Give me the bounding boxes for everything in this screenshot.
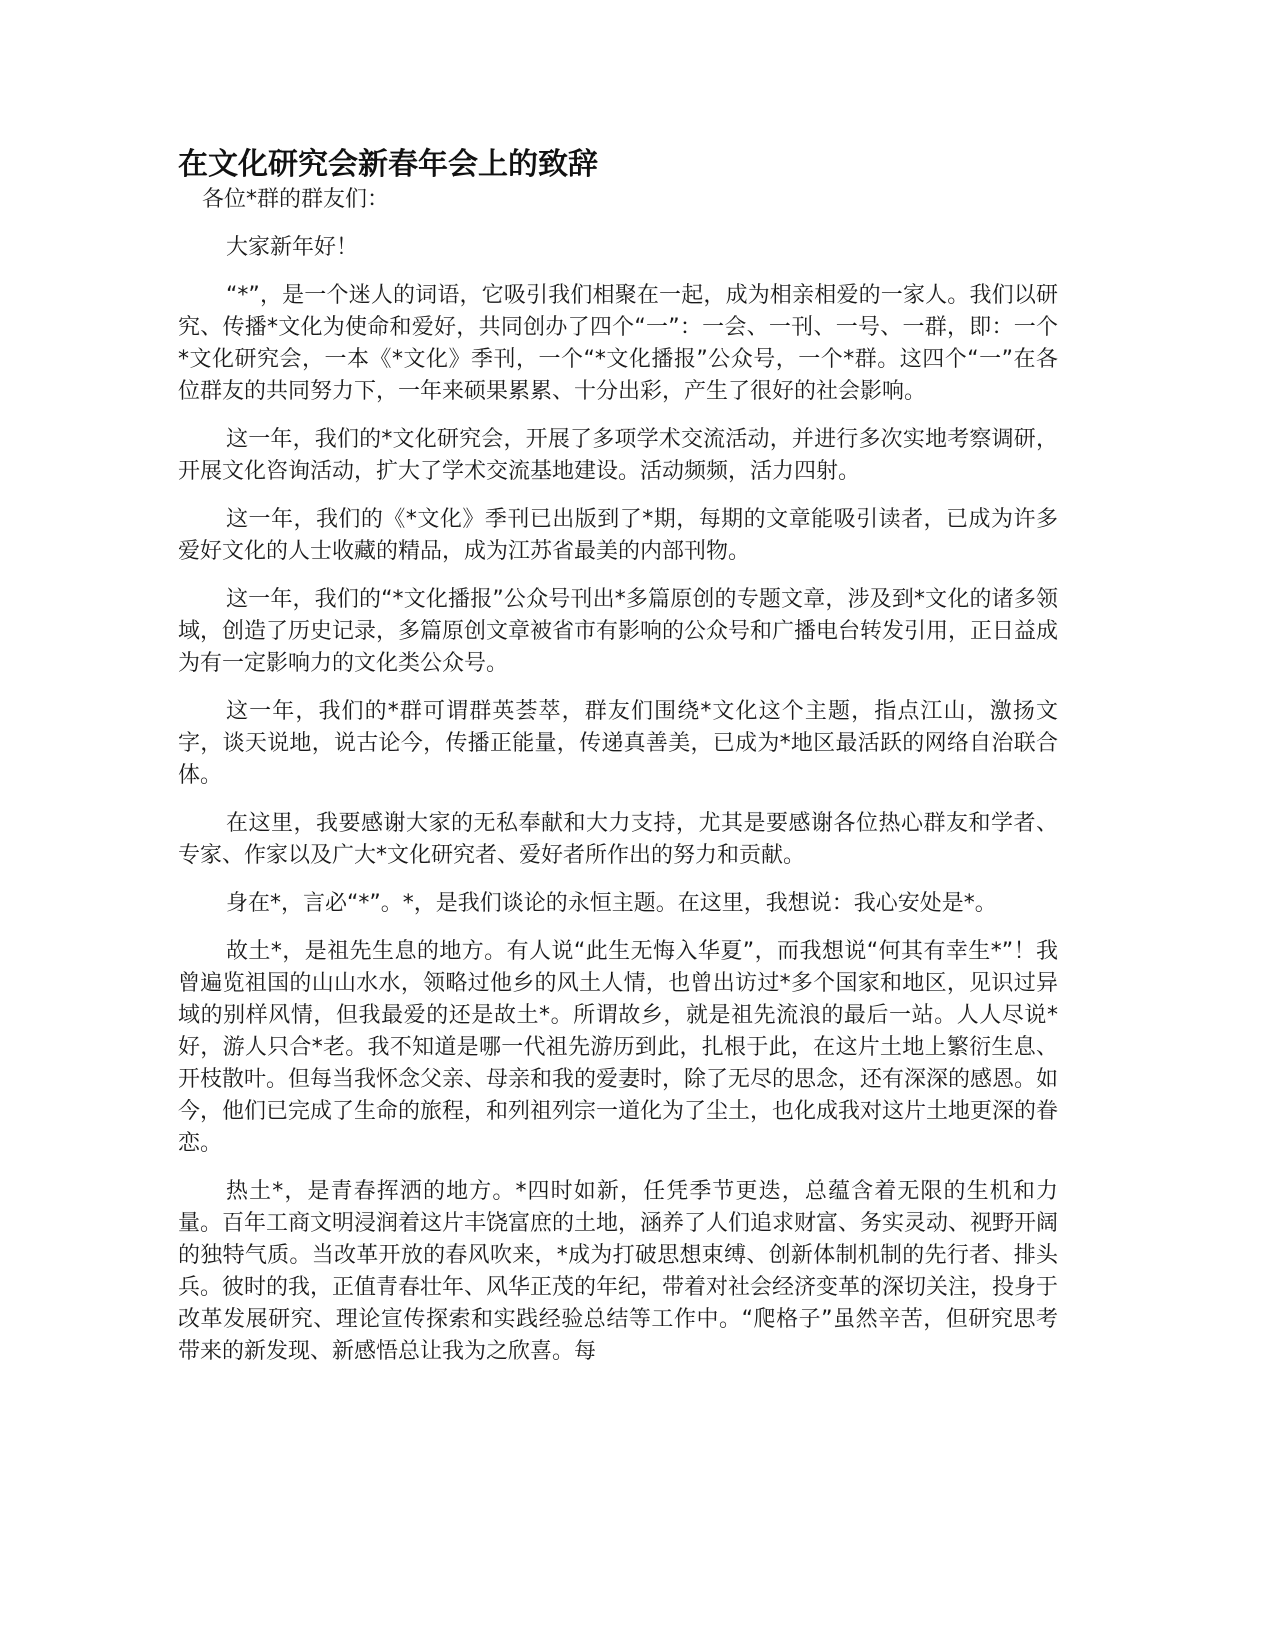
paragraph-greeting: 大家新年好！ — [226, 235, 359, 260]
paragraph-homeland: 故土*，是祖先生息的地方。有人说“此生无悔入华夏”，而我想说“何其有幸生*”！我曾遍览祖国的山山水水，领略过他乡的风土人情，也曾出访过*多个国家和地区，见识过异域的别样风情，但我最爱的还是故土*。所谓故乡，就是祖先流浪的最后一站。人人尽说*好，游人只合*老。我不知道是哪一代祖先游历到此，扎根于此，在这片土地上繁衍生息、开枝散叶。但每当我怀念父亲、母亲和我的爱妻时，除了无尽的思念，还有深深的感恩。如今，他们已完成了生命的旅程，和列祖列宗一道化为了尘土，也化成我对这片土地更深的眷恋。 — [178, 939, 1059, 1156]
document-page — [178, 146, 1058, 1384]
salutation: 各位*群的群友们： — [202, 187, 390, 212]
paragraph-youth: 热土*，是青春挥洒的地方。*四时如新，任凭季节更迭，总蕴含着无限的生机和力量。百年工商文明浸润着这片丰饶富庶的土地，涵养了人们追求财富、务实灵动、视野开阔的独特气质。当改革开放的春风吹来，*成为打破思想束缚、创新体制机制的先行者、排头兵。彼时的我，正值青春壮年、风华正茂的年纪，带着对社会经济变革的深切关注，投身于改革发展研究、理论宣传探索和实践经验总结等工作中。“爬格子”虽然辛苦，但研究思考带来的新发现、新感悟总让我为之欣喜。每 — [178, 1179, 1059, 1364]
paragraph-research-society: 这一年，我们的*文化研究会，开展了多项学术交流活动，并进行多次实地考察调研，开展文化咨询活动，扩大了学术交流基地建设。活动频频，活力四射。 — [178, 427, 1058, 484]
paragraph-group: 这一年，我们的*群可谓群英荟萃，群友们围绕*文化这个主题，指点江山，激扬文字，谈天说地，说古论今，传播正能量，传递真善美，已成为*地区最活跃的网络自治联合体。 — [178, 699, 1058, 788]
paragraph-thanks: 在这里，我要感谢大家的无私奉献和大力支持，尤其是要感谢各位热心群友和学者、专家、作家以及广大*文化研究者、爱好者所作出的努力和贡献。 — [178, 811, 1058, 868]
paragraph-theme: 身在*，言必“*”。*，是我们谈论的永恒主题。在这里，我想说：我心安处是*。 — [226, 891, 997, 916]
paragraph-quarterly: 这一年，我们的《*文化》季刊已出版到了*期，每期的文章能吸引读者，已成为许多爱好文化的人士收藏的精品，成为江苏省最美的内部刊物。 — [178, 507, 1058, 564]
document-title: 在文化研究会新春年会上的致辞 — [178, 147, 598, 182]
paragraph-intro: “*”，是一个迷人的词语，它吸引我们相聚在一起，成为相亲相爱的一家人。我们以研究、传播*文化为使命和爱好，共同创办了四个“一”：一会、一刊、一号、一群，即：一个*文化研究会，一本《*文化》季刊，一个“*文化播报”公众号，一个*群。这四个“一”在各位群友的共同努力下，一年来硕果累累、十分出彩，产生了很好的社会影响。 — [178, 283, 1058, 404]
paragraph-official-account: 这一年，我们的“*文化播报”公众号刊出*多篇原创的专题文章，涉及到*文化的诸多领域，创造了历史记录，多篇原创文章被省市有影响的公众号和广播电台转发引用，正日益成为有一定影响力的文化类公众号。 — [178, 587, 1059, 676]
